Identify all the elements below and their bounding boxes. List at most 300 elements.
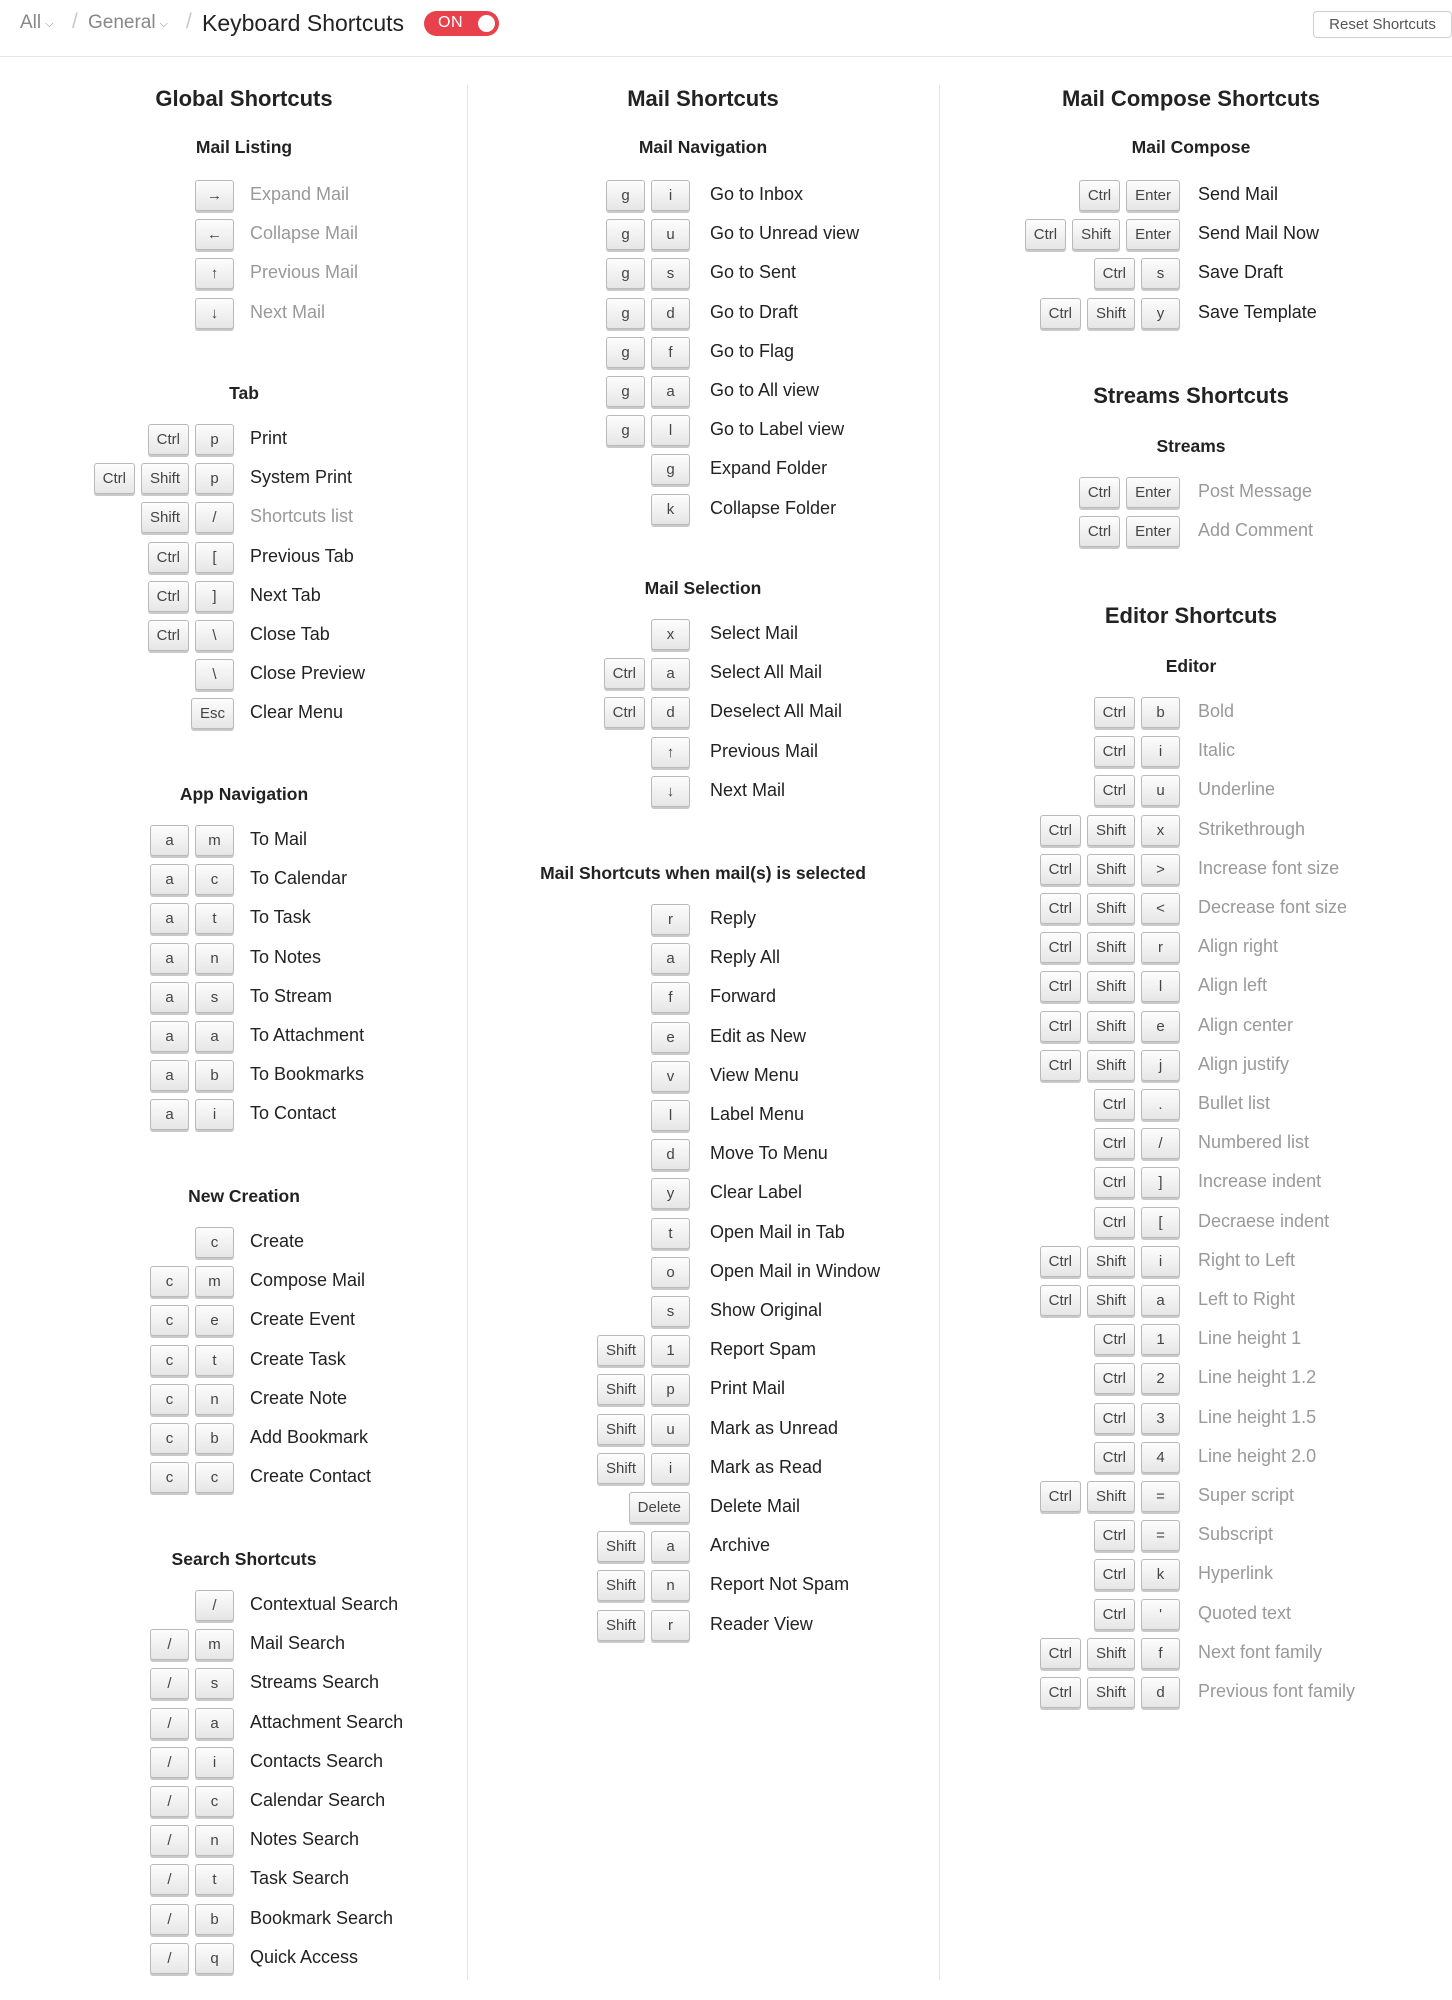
shortcut-label-increase-indent[interactable]: Increase indent bbox=[1198, 1171, 1322, 1191]
shortcut-keys bbox=[29, 1225, 234, 1259]
shortcut-label-align-right[interactable]: Align right bbox=[1198, 936, 1279, 956]
key-cap: Enter bbox=[1126, 180, 1180, 211]
shortcut-label-bold[interactable]: Bold bbox=[1198, 701, 1235, 721]
shortcut-keys bbox=[976, 217, 1180, 251]
key-cap: e bbox=[1141, 1011, 1180, 1042]
key-cap: Ctrl bbox=[1040, 1050, 1081, 1081]
shortcut-label-next-mail[interactable]: Next Mail bbox=[710, 780, 786, 800]
shortcut-keys bbox=[976, 514, 1180, 548]
shortcut-keys bbox=[29, 1706, 234, 1740]
shortcut-label-select-all-mail[interactable]: Select All Mail bbox=[710, 662, 823, 682]
shortcut-label-to-stream[interactable]: To Stream bbox=[250, 986, 333, 1006]
key-cap: Ctrl bbox=[1040, 815, 1081, 846]
shortcut-keys bbox=[976, 296, 1180, 330]
shortcut-label-next-tab[interactable]: Next Tab bbox=[250, 585, 321, 605]
shortcut-keys bbox=[29, 540, 234, 574]
key-cap: c bbox=[150, 1423, 189, 1454]
key-cap: < bbox=[1141, 893, 1180, 924]
shortcut-label-expand-mail[interactable]: Expand Mail bbox=[250, 184, 350, 204]
shortcut-label-reader-view[interactable]: Reader View bbox=[710, 1614, 813, 1634]
shortcut-label-line-height-1[interactable]: Line height 1 bbox=[1198, 1328, 1302, 1348]
shortcut-keys bbox=[29, 500, 234, 534]
key-cap: 2 bbox=[1141, 1363, 1180, 1394]
key-cap: c bbox=[195, 864, 234, 895]
key-cap: a bbox=[651, 943, 690, 974]
shortcut-keys bbox=[29, 618, 234, 652]
shortcut-label-to-notes[interactable]: To Notes bbox=[250, 947, 322, 967]
shortcut-label-bookmark-search[interactable]: Bookmark Search bbox=[250, 1908, 394, 1928]
key-cap: ' bbox=[1141, 1599, 1180, 1630]
shortcut-label-expand-folder[interactable]: Expand Folder bbox=[710, 458, 828, 478]
key-cap: i bbox=[1141, 736, 1180, 767]
shortcut-label-notes-search[interactable]: Notes Search bbox=[250, 1829, 360, 1849]
key-cap: g bbox=[606, 219, 645, 250]
shortcut-keys bbox=[488, 1490, 690, 1524]
shortcut-label-to-mail[interactable]: To Mail bbox=[250, 829, 308, 849]
shortcut-label-go-to-sent[interactable]: Go to Sent bbox=[710, 262, 797, 282]
shortcut-label-add-bookmark[interactable]: Add Bookmark bbox=[250, 1427, 369, 1447]
toggle-knob bbox=[478, 15, 495, 32]
key-cap: t bbox=[651, 1218, 690, 1249]
key-cap: a bbox=[150, 864, 189, 895]
shortcut-keys bbox=[29, 823, 234, 857]
key-cap: m bbox=[195, 825, 234, 856]
key-cap: d bbox=[1141, 1677, 1180, 1708]
key-cap: Ctrl bbox=[1094, 775, 1135, 806]
shortcut-label-task-search[interactable]: Task Search bbox=[250, 1868, 350, 1888]
shortcut-keys bbox=[29, 1097, 234, 1131]
shortcut-label-align-left[interactable]: Align left bbox=[1198, 975, 1268, 995]
shortcut-label-deselect-all-mail[interactable]: Deselect All Mail bbox=[710, 701, 843, 721]
key-cap: ↑ bbox=[195, 258, 234, 289]
column-subtitle-streams-shortcuts: Streams Shortcuts bbox=[1093, 383, 1289, 408]
key-cap: x bbox=[1141, 815, 1180, 846]
key-cap: Ctrl bbox=[604, 697, 645, 728]
shortcut-label-calendar-search[interactable]: Calendar Search bbox=[250, 1790, 386, 1810]
key-cap: Ctrl bbox=[604, 658, 645, 689]
key-cap: a bbox=[150, 1060, 189, 1091]
key-cap: Shift bbox=[1087, 1677, 1135, 1708]
shortcut-label-contacts-search[interactable]: Contacts Search bbox=[250, 1751, 384, 1771]
key-cap: [ bbox=[1141, 1207, 1180, 1238]
key-cap: ] bbox=[1141, 1167, 1180, 1198]
key-cap: \ bbox=[195, 659, 234, 690]
shortcut-keys bbox=[488, 1294, 690, 1328]
shortcut-keys bbox=[29, 862, 234, 896]
shortcut-label-align-justify[interactable]: Align justify bbox=[1198, 1054, 1290, 1074]
key-cap: Ctrl bbox=[1040, 1011, 1081, 1042]
shortcut-label-align-center[interactable]: Align center bbox=[1198, 1015, 1294, 1035]
section-title-search-shortcuts: Search Shortcuts bbox=[171, 1549, 317, 1569]
shortcut-label-left-to-right[interactable]: Left to Right bbox=[1198, 1289, 1296, 1309]
shortcut-label-create[interactable]: Create bbox=[250, 1231, 305, 1251]
key-cap: Delete bbox=[629, 1492, 690, 1523]
reset-shortcuts-button[interactable]: Reset Shortcuts bbox=[1313, 11, 1452, 38]
shortcut-label-previous-mail[interactable]: Previous Mail bbox=[710, 741, 819, 761]
key-cap: a bbox=[150, 825, 189, 856]
shortcut-label-save-draft[interactable]: Save Draft bbox=[1198, 262, 1284, 282]
shortcut-label-open-mail-in-window[interactable]: Open Mail in Window bbox=[710, 1261, 881, 1281]
shortcut-label-view-menu[interactable]: View Menu bbox=[710, 1065, 799, 1085]
section-title-mail-shortcuts-when-mail-s-is-selected: Mail Shortcuts when mail(s) is selected bbox=[540, 863, 866, 883]
key-cap: Ctrl bbox=[1094, 1167, 1135, 1198]
shortcut-label-previous-mail[interactable]: Previous Mail bbox=[250, 262, 359, 282]
shortcut-label-go-to-label-view[interactable]: Go to Label view bbox=[710, 419, 845, 439]
shortcut-label-to-attachment[interactable]: To Attachment bbox=[250, 1025, 365, 1045]
shortcut-keys bbox=[488, 1137, 690, 1171]
key-cap: i bbox=[195, 1747, 234, 1778]
key-cap: . bbox=[1141, 1089, 1180, 1120]
key-cap: Ctrl bbox=[148, 620, 189, 651]
column-divider bbox=[467, 85, 468, 1980]
shortcut-label-subscript[interactable]: Subscript bbox=[1198, 1524, 1274, 1544]
shortcut-keys bbox=[29, 1627, 234, 1661]
key-cap: u bbox=[651, 219, 690, 250]
key-cap: l bbox=[651, 415, 690, 446]
key-cap: v bbox=[651, 1061, 690, 1092]
key-cap: ↑ bbox=[651, 737, 690, 768]
shortcut-label-label-menu[interactable]: Label Menu bbox=[710, 1104, 805, 1124]
shortcut-label-send-mail[interactable]: Send Mail bbox=[1198, 184, 1279, 204]
shortcut-keys bbox=[976, 256, 1180, 290]
key-cap: Shift bbox=[141, 502, 189, 533]
shortcut-label-to-task[interactable]: To Task bbox=[250, 907, 311, 927]
shortcut-label-send-mail-now[interactable]: Send Mail Now bbox=[1198, 223, 1320, 243]
shortcut-keys bbox=[976, 852, 1180, 886]
key-cap: Ctrl bbox=[1094, 1559, 1135, 1590]
key-cap: a bbox=[651, 1531, 690, 1562]
shortcut-label-edit-as-new[interactable]: Edit as New bbox=[710, 1026, 807, 1046]
shortcut-keys bbox=[29, 296, 234, 330]
shortcut-keys bbox=[976, 1361, 1180, 1395]
column-divider bbox=[939, 85, 940, 1980]
shortcut-keys bbox=[29, 1784, 234, 1818]
section-title-streams: Streams bbox=[1156, 436, 1226, 456]
shortcut-keys bbox=[29, 1745, 234, 1779]
shortcut-keys bbox=[976, 1401, 1180, 1435]
shortcut-label-shortcuts-list[interactable]: Shortcuts list bbox=[250, 506, 354, 526]
shortcut-label-quick-access[interactable]: Quick Access bbox=[250, 1947, 359, 1967]
key-cap: y bbox=[1141, 298, 1180, 329]
shortcut-label-previous-font-family[interactable]: Previous font family bbox=[1198, 1681, 1356, 1701]
shortcut-label-decrease-font-size[interactable]: Decrease font size bbox=[1198, 897, 1348, 917]
shortcut-keys bbox=[488, 1568, 690, 1602]
shortcut-keys bbox=[488, 1451, 690, 1485]
key-cap: Ctrl bbox=[1040, 932, 1081, 963]
section-title-editor: Editor bbox=[1165, 656, 1217, 676]
shortcut-label-contextual-search[interactable]: Contextual Search bbox=[250, 1594, 399, 1614]
shortcut-label-clear-menu[interactable]: Clear Menu bbox=[250, 702, 344, 722]
shortcut-label-line-height-1-5[interactable]: Line height 1.5 bbox=[1198, 1407, 1317, 1427]
key-cap: Enter bbox=[1126, 219, 1180, 250]
shortcut-label-strikethrough[interactable]: Strikethrough bbox=[1198, 819, 1306, 839]
key-cap: u bbox=[651, 1414, 690, 1445]
key-cap: a bbox=[150, 1021, 189, 1052]
key-cap: c bbox=[150, 1384, 189, 1415]
shortcut-keys bbox=[488, 902, 690, 936]
shortcut-label-print-mail[interactable]: Print Mail bbox=[710, 1378, 786, 1398]
shortcut-label-create-note[interactable]: Create Note bbox=[250, 1388, 348, 1408]
key-cap: Shift bbox=[597, 1531, 645, 1562]
key-cap: a bbox=[150, 903, 189, 934]
shortcut-label-mail-search[interactable]: Mail Search bbox=[250, 1633, 346, 1653]
shortcut-keys bbox=[488, 335, 690, 369]
shortcut-label-print[interactable]: Print bbox=[250, 428, 288, 448]
shortcut-label-previous-tab[interactable]: Previous Tab bbox=[250, 546, 354, 566]
key-cap: g bbox=[606, 258, 645, 289]
key-cap: Shift bbox=[597, 1414, 645, 1445]
shortcut-label-go-to-all-view[interactable]: Go to All view bbox=[710, 380, 820, 400]
shortcut-label-create-event[interactable]: Create Event bbox=[250, 1309, 356, 1329]
key-cap: t bbox=[195, 903, 234, 934]
key-cap: i bbox=[1141, 1246, 1180, 1277]
key-cap: Ctrl bbox=[1094, 736, 1135, 767]
key-cap: Shift bbox=[1087, 971, 1135, 1002]
section-title-mail-selection: Mail Selection bbox=[644, 578, 762, 598]
breadcrumb-separator: / bbox=[186, 10, 192, 33]
shortcut-keys bbox=[488, 941, 690, 975]
shortcut-label-go-to-inbox[interactable]: Go to Inbox bbox=[710, 184, 804, 204]
key-cap: Ctrl bbox=[1040, 971, 1081, 1002]
breadcrumb-general[interactable] bbox=[88, 12, 168, 34]
section-title-tab: Tab bbox=[229, 383, 259, 403]
key-cap: 1 bbox=[651, 1335, 690, 1366]
key-cap: Ctrl bbox=[1079, 516, 1120, 547]
key-cap: g bbox=[606, 337, 645, 368]
shortcut-label-decraese-indent[interactable]: Decraese indent bbox=[1198, 1211, 1330, 1231]
shortcut-label-to-bookmarks[interactable]: To Bookmarks bbox=[250, 1064, 365, 1084]
shortcut-label-report-spam[interactable]: Report Spam bbox=[710, 1339, 817, 1359]
shortcut-keys bbox=[976, 1440, 1180, 1474]
shortcut-keys bbox=[488, 178, 690, 212]
key-cap: b bbox=[195, 1060, 234, 1091]
key-cap: l bbox=[1141, 971, 1180, 1002]
shortcut-keys bbox=[29, 579, 234, 613]
key-cap: Shift bbox=[1087, 1285, 1135, 1316]
key-cap: Shift bbox=[1087, 1481, 1135, 1512]
key-cap: s bbox=[195, 1668, 234, 1699]
key-cap: c bbox=[150, 1266, 189, 1297]
key-cap: g bbox=[606, 376, 645, 407]
shortcut-keys bbox=[29, 1902, 234, 1936]
shortcut-label-show-original[interactable]: Show Original bbox=[710, 1300, 823, 1320]
shortcut-keys bbox=[29, 1862, 234, 1896]
section-title-app-navigation: App Navigation bbox=[179, 784, 309, 804]
shortcut-keys bbox=[29, 1460, 234, 1494]
key-cap: d bbox=[651, 1139, 690, 1170]
key-cap: / bbox=[1141, 1128, 1180, 1159]
key-cap: a bbox=[195, 1021, 234, 1052]
shortcut-keys bbox=[488, 980, 690, 1014]
shortcut-keys bbox=[976, 891, 1180, 925]
shortcut-label-collapse-mail[interactable]: Collapse Mail bbox=[250, 223, 359, 243]
shortcut-keys bbox=[488, 452, 690, 486]
shortcut-label-super-script[interactable]: Super script bbox=[1198, 1485, 1295, 1505]
shortcut-keys bbox=[29, 941, 234, 975]
key-cap: Ctrl bbox=[1040, 1285, 1081, 1316]
shortcut-keys bbox=[488, 1412, 690, 1446]
shortcut-keys bbox=[488, 296, 690, 330]
key-cap: Ctrl bbox=[148, 542, 189, 573]
key-cap: t bbox=[195, 1864, 234, 1895]
key-cap: Enter bbox=[1126, 477, 1180, 508]
key-cap: Shift bbox=[1087, 854, 1135, 885]
key-cap: Ctrl bbox=[1094, 1128, 1135, 1159]
shortcut-label-compose-mail[interactable]: Compose Mail bbox=[250, 1270, 366, 1290]
key-cap: f bbox=[651, 337, 690, 368]
key-cap: Shift bbox=[1087, 1011, 1135, 1042]
shortcut-label-system-print[interactable]: System Print bbox=[250, 467, 353, 487]
key-cap: f bbox=[1141, 1638, 1180, 1669]
key-cap: a bbox=[150, 943, 189, 974]
shortcut-label-attachment-search[interactable]: Attachment Search bbox=[250, 1712, 404, 1732]
shortcut-keys bbox=[29, 1588, 234, 1622]
shortcut-label-bullet-list[interactable]: Bullet list bbox=[1198, 1093, 1271, 1113]
key-cap: Ctrl bbox=[1094, 1324, 1135, 1355]
key-cap: Shift bbox=[1087, 1638, 1135, 1669]
shortcut-keys bbox=[976, 1518, 1180, 1552]
column-title: Global Shortcuts bbox=[155, 86, 333, 111]
key-cap: Shift bbox=[1087, 1050, 1135, 1081]
key-cap: / bbox=[150, 1825, 189, 1856]
shortcut-label-close-tab[interactable]: Close Tab bbox=[250, 624, 330, 644]
shortcut-label-select-mail[interactable]: Select Mail bbox=[710, 623, 799, 643]
key-cap: → bbox=[195, 180, 234, 211]
shortcut-label-forward[interactable]: Forward bbox=[710, 986, 777, 1006]
key-cap: Ctrl bbox=[1094, 1089, 1135, 1120]
key-cap: \ bbox=[195, 620, 234, 651]
column-title: Mail Compose Shortcuts bbox=[1062, 86, 1320, 111]
key-cap: Shift bbox=[1087, 1246, 1135, 1277]
key-cap: Esc bbox=[191, 698, 234, 729]
key-cap: a bbox=[150, 1099, 189, 1130]
key-cap: / bbox=[150, 1786, 189, 1817]
shortcut-label-go-to-unread-view[interactable]: Go to Unread view bbox=[710, 223, 860, 243]
key-cap: / bbox=[195, 502, 234, 533]
column-subtitle-editor-shortcuts: Editor Shortcuts bbox=[1104, 603, 1278, 628]
shortcut-label-create-contact[interactable]: Create Contact bbox=[250, 1466, 372, 1486]
key-cap: g bbox=[606, 180, 645, 211]
shortcut-keys bbox=[976, 1675, 1180, 1709]
key-cap: a bbox=[195, 1708, 234, 1739]
breadcrumb-all[interactable] bbox=[20, 12, 53, 34]
shortcut-label-go-to-draft[interactable]: Go to Draft bbox=[710, 302, 799, 322]
shortcut-label-archive[interactable]: Archive bbox=[710, 1535, 771, 1555]
key-cap: n bbox=[195, 1384, 234, 1415]
shortcut-keys bbox=[488, 695, 690, 729]
shortcut-keys bbox=[29, 1421, 234, 1455]
shortcut-label-italic[interactable]: Italic bbox=[1198, 740, 1236, 760]
key-cap: [ bbox=[195, 542, 234, 573]
shortcut-keys bbox=[488, 1059, 690, 1093]
shortcut-label-quoted-text[interactable]: Quoted text bbox=[1198, 1603, 1292, 1623]
key-cap: Ctrl bbox=[148, 581, 189, 612]
toggle-label: ON bbox=[438, 14, 463, 31]
shortcut-label-line-height-2-0[interactable]: Line height 2.0 bbox=[1198, 1446, 1317, 1466]
shortcut-label-to-calendar[interactable]: To Calendar bbox=[250, 868, 348, 888]
shortcut-keys bbox=[976, 1636, 1180, 1670]
key-cap: Shift bbox=[141, 463, 189, 494]
shortcut-label-numbered-list[interactable]: Numbered list bbox=[1198, 1132, 1310, 1152]
shortcut-label-report-not-spam[interactable]: Report Not Spam bbox=[710, 1574, 850, 1594]
shortcut-label-reply[interactable]: Reply bbox=[710, 908, 757, 928]
shortcut-label-underline[interactable]: Underline bbox=[1198, 779, 1276, 799]
shortcut-label-open-mail-in-tab[interactable]: Open Mail in Tab bbox=[710, 1222, 845, 1242]
shortcut-keys bbox=[29, 1823, 234, 1857]
key-cap: ← bbox=[195, 219, 234, 250]
key-cap: m bbox=[195, 1266, 234, 1297]
page-title: Keyboard Shortcuts bbox=[202, 10, 405, 36]
shortcut-label-next-mail[interactable]: Next Mail bbox=[250, 302, 326, 322]
key-cap: r bbox=[651, 904, 690, 935]
section-title-mail-listing: Mail Listing bbox=[195, 137, 293, 157]
shortcut-keys bbox=[29, 422, 234, 456]
shortcut-keys bbox=[976, 813, 1180, 847]
key-cap: / bbox=[150, 1629, 189, 1660]
shortcut-label-post-message[interactable]: Post Message bbox=[1198, 481, 1313, 501]
shortcut-label-create-task[interactable]: Create Task bbox=[250, 1349, 346, 1369]
shortcut-keys bbox=[488, 735, 690, 769]
key-cap: Shift bbox=[597, 1335, 645, 1366]
key-cap: / bbox=[150, 1864, 189, 1895]
shortcut-label-mark-as-read[interactable]: Mark as Read bbox=[710, 1457, 823, 1477]
shortcut-label-line-height-1-2[interactable]: Line height 1.2 bbox=[1198, 1367, 1317, 1387]
breadcrumb-separator: / bbox=[72, 10, 78, 33]
section-title-mail-compose: Mail Compose bbox=[1131, 137, 1251, 157]
shortcuts-toggle[interactable] bbox=[424, 11, 499, 36]
key-cap: Ctrl bbox=[1094, 1442, 1135, 1473]
shortcut-label-reply-all[interactable]: Reply All bbox=[710, 947, 781, 967]
shortcut-label-to-contact[interactable]: To Contact bbox=[250, 1103, 337, 1123]
key-cap: Ctrl bbox=[1040, 1677, 1081, 1708]
shortcut-label-go-to-flag[interactable]: Go to Flag bbox=[710, 341, 795, 361]
shortcut-label-save-template[interactable]: Save Template bbox=[1198, 302, 1317, 322]
shortcut-label-right-to-left[interactable]: Right to Left bbox=[1198, 1250, 1296, 1270]
key-cap: Shift bbox=[597, 1453, 645, 1484]
shortcut-label-move-to-menu[interactable]: Move To Menu bbox=[710, 1143, 828, 1163]
key-cap: Ctrl bbox=[1094, 1207, 1135, 1238]
key-cap: b bbox=[195, 1904, 234, 1935]
shortcut-label-streams-search[interactable]: Streams Search bbox=[250, 1672, 380, 1692]
section-title-mail-navigation: Mail Navigation bbox=[638, 137, 768, 157]
shortcut-label-close-preview[interactable]: Close Preview bbox=[250, 663, 366, 683]
shortcut-label-clear-label[interactable]: Clear Label bbox=[710, 1182, 803, 1202]
shortcut-label-mark-as-unread[interactable]: Mark as Unread bbox=[710, 1418, 839, 1438]
shortcut-keys bbox=[976, 1557, 1180, 1591]
shortcut-label-collapse-folder[interactable]: Collapse Folder bbox=[710, 498, 837, 518]
shortcut-label-delete-mail[interactable]: Delete Mail bbox=[710, 1496, 801, 1516]
key-cap: l bbox=[651, 1100, 690, 1131]
shortcut-keys bbox=[29, 1019, 234, 1053]
shortcut-keys bbox=[488, 1020, 690, 1054]
shortcut-label-increase-font-size[interactable]: Increase font size bbox=[1198, 858, 1340, 878]
key-cap: Shift bbox=[597, 1610, 645, 1641]
key-cap: / bbox=[150, 1668, 189, 1699]
key-cap: = bbox=[1141, 1481, 1180, 1512]
shortcut-keys bbox=[29, 217, 234, 251]
breadcrumb-general-label: General bbox=[88, 12, 156, 33]
key-cap: k bbox=[651, 494, 690, 525]
key-cap: 1 bbox=[1141, 1324, 1180, 1355]
shortcut-keys bbox=[488, 217, 690, 251]
shortcut-keys bbox=[29, 1264, 234, 1298]
shortcut-keys bbox=[488, 256, 690, 290]
key-cap: Shift bbox=[1072, 219, 1120, 250]
shortcut-keys bbox=[29, 1058, 234, 1092]
shortcut-label-hyperlink[interactable]: Hyperlink bbox=[1198, 1563, 1274, 1583]
shortcut-label-next-font-family[interactable]: Next font family bbox=[1198, 1642, 1323, 1662]
shortcut-label-add-comment[interactable]: Add Comment bbox=[1198, 520, 1314, 540]
